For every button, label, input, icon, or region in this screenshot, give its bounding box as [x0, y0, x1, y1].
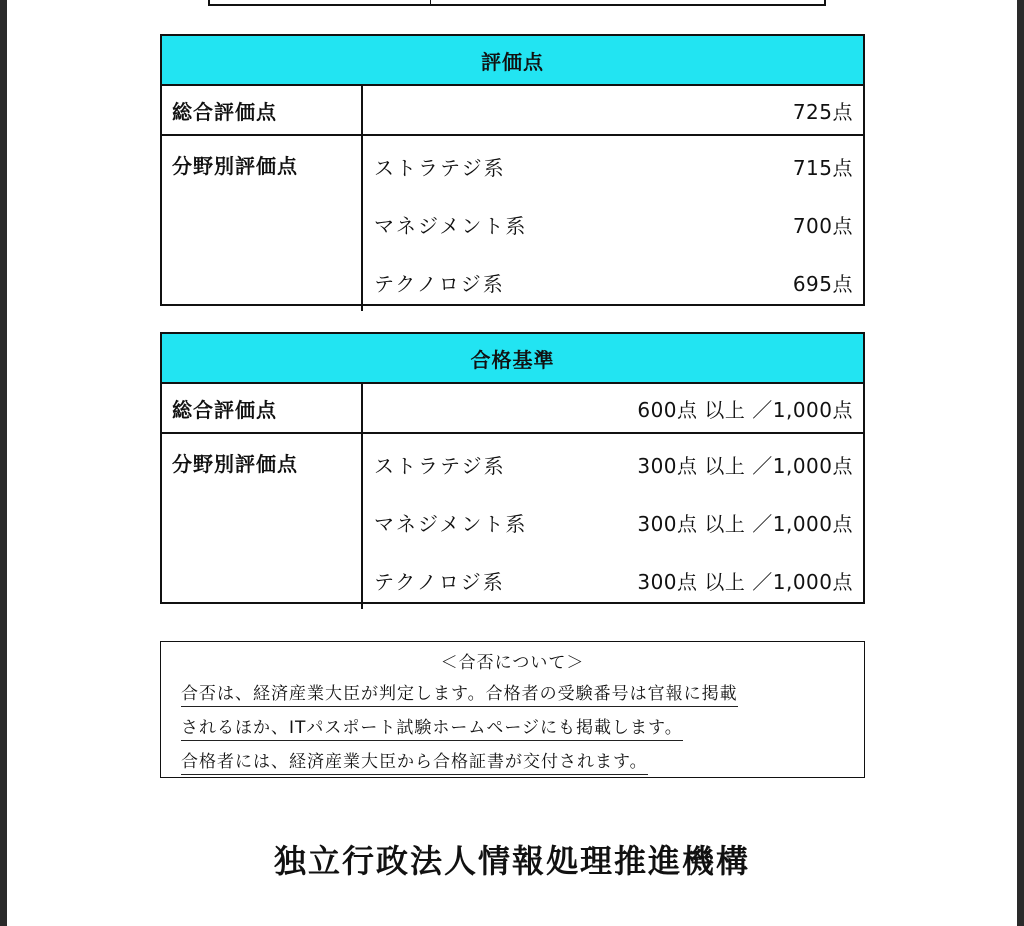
- field-score: 715点: [792, 155, 853, 180]
- criteria-total-value: 600点 以上 ／1,000点: [637, 397, 853, 422]
- field-criterion: 300点 以上 ／1,000点: [637, 453, 853, 478]
- score-field-group: [162, 136, 863, 311]
- field-criterion: 300点 以上 ／1,000点: [637, 511, 853, 536]
- notice-line: されるほか、ITパスポート試験ホームページにも掲載します。: [181, 713, 683, 741]
- field-name: テクノロジ系: [374, 569, 505, 594]
- score-table-title: 評価点: [162, 36, 863, 86]
- field-score: 700点: [792, 213, 853, 238]
- score-total-row: [162, 86, 863, 136]
- score-field-row: [363, 137, 863, 195]
- pass-fail-notice: [160, 641, 865, 778]
- field-name: マネジメント系: [374, 213, 528, 238]
- score-total-value: 725点: [792, 99, 853, 124]
- criteria-field-group: [162, 434, 863, 609]
- field-score: 695点: [792, 271, 853, 296]
- criteria-table: [160, 332, 865, 604]
- right-page-edge: [1017, 0, 1024, 926]
- field-name: マネジメント系: [374, 511, 528, 536]
- score-total-label: 総合評価点: [162, 86, 363, 134]
- score-table: [160, 34, 865, 306]
- field-name: ストラテジ系: [374, 453, 506, 478]
- criteria-total-row: [162, 384, 863, 434]
- notice-line: 合否は、経済産業大臣が判定します。合格者の受験番号は官報に掲載: [181, 679, 738, 707]
- field-name: テクノロジ系: [374, 271, 505, 296]
- score-field-row: [363, 253, 863, 311]
- field-criterion: 300点 以上 ／1,000点: [637, 569, 853, 594]
- criteria-field-label: 分野別評価点: [162, 434, 363, 609]
- organization-name: 独立行政法人情報処理推進機構: [273, 842, 750, 880]
- score-field-label: 分野別評価点: [162, 136, 363, 311]
- field-name: ストラテジ系: [374, 155, 506, 180]
- criteria-total-label: 総合評価点: [162, 384, 363, 432]
- criteria-field-row: [363, 493, 863, 551]
- score-field-row: [363, 195, 863, 253]
- criteria-table-title: 合格基準: [162, 334, 863, 384]
- criteria-field-row: [363, 435, 863, 493]
- previous-table-remnant: [208, 0, 826, 6]
- notice-title: ＜合否について＞: [440, 653, 585, 673]
- criteria-field-row: [363, 551, 863, 609]
- left-page-edge: [0, 0, 7, 926]
- notice-line: 合格者には、経済産業大臣から合格証書が交付されます。: [181, 747, 648, 775]
